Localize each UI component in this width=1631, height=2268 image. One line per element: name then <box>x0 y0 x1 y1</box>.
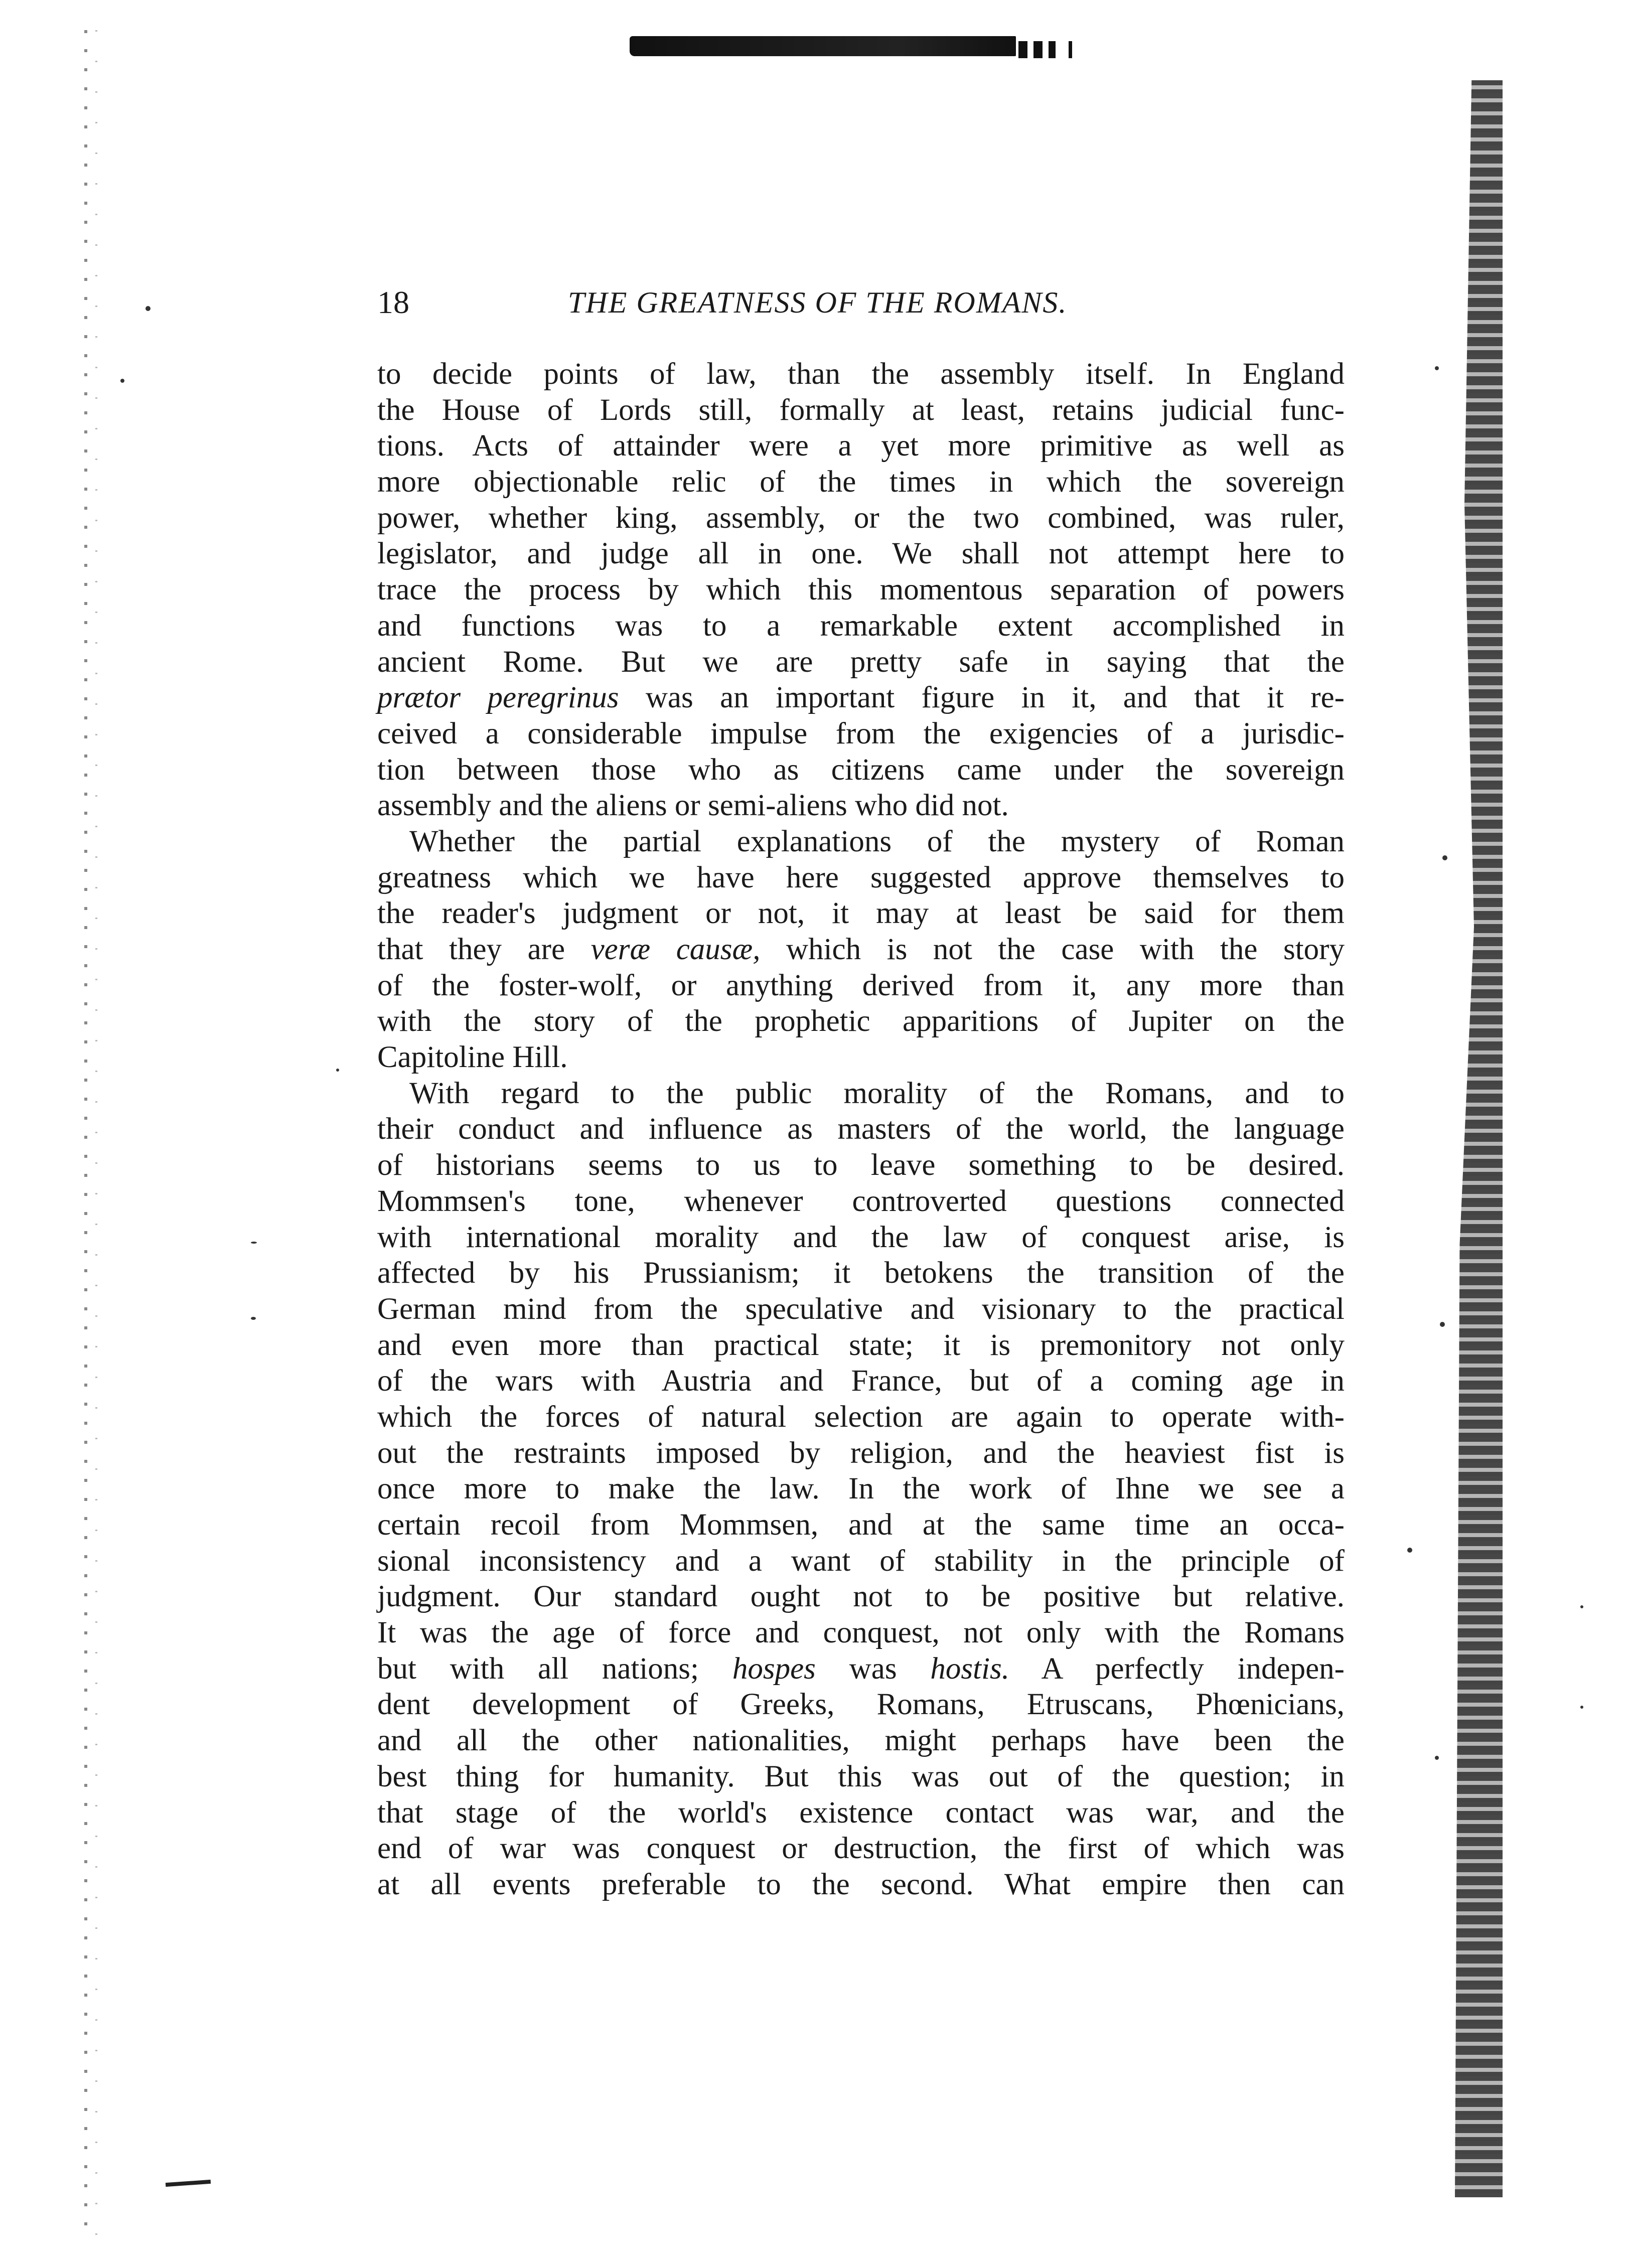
italic-run: veræ causæ, <box>590 933 761 966</box>
text-line: dent development of Greeks, Romans, Etruscans, Phœnicians, <box>377 1688 1345 1722</box>
page-header <box>377 280 1346 325</box>
text-line: the reader's judgment or not, it may at least be said for them <box>377 896 1345 931</box>
text-line: tion between those who as citizens came under the sovereign <box>377 752 1345 787</box>
text-line: which the forces of natural selection are again to operate with- <box>377 1400 1345 1434</box>
text-line: and functions was to a remarkable extent accomplished in <box>377 609 1345 643</box>
text-run: was <box>815 1651 931 1686</box>
text-line: the House of Lords still, formally at least, retains judicial func- <box>377 393 1345 427</box>
scan-dust <box>336 1069 339 1072</box>
scan-dust <box>1435 1756 1439 1760</box>
text-line: trace the process by which this momentous separation of powers <box>377 573 1345 607</box>
text-line <box>377 680 1345 716</box>
text-line: and all the other nationalities, might perhaps have been the <box>377 1724 1345 1758</box>
scan-artifact-mark <box>1069 41 1072 58</box>
text-line: of the foster-wolf, or anything derived from it, any more than <box>377 968 1345 1002</box>
scan-artifact-top-rule <box>630 36 1016 56</box>
text-line: legislator, and judge all in one. We shall not attempt here to <box>377 537 1345 571</box>
scan-dust <box>120 379 124 383</box>
text-line: Mommsen's tone, whenever controverted questions connected <box>377 1184 1345 1218</box>
text-run: but with all nations; <box>377 1651 732 1686</box>
text-line: Whether the partial explanations of the mystery of Roman <box>409 824 1345 858</box>
text-line: and even more than practical state; it is premonitory not only <box>377 1328 1345 1362</box>
text-line: ceived a considerable impulse from the exigencies of a jurisdic- <box>377 716 1345 750</box>
text-line: out the restraints imposed by religion, and the heaviest fist is <box>377 1436 1345 1470</box>
text-line: judgment. Our standard ought not to be positive but relative. <box>377 1580 1345 1614</box>
text-line: at all events preferable to the second. What empire then can <box>377 1867 1345 1901</box>
text-line: greatness which we have here suggested approve themselves to <box>377 860 1345 894</box>
text-line: to decide points of law, than the assembly itself. In England <box>377 357 1345 391</box>
text-line: tions. Acts of attainder were a yet more primitive as well as <box>377 429 1345 463</box>
body-text <box>377 356 1345 1903</box>
text-line: assembly and the aliens or semi-aliens who did not. <box>377 789 1009 823</box>
text-line: of the wars with Austria and France, but of a coming age in <box>377 1364 1345 1398</box>
text-line: With regard to the public morality of the Romans, and to <box>409 1076 1345 1110</box>
scan-dust <box>1580 1706 1583 1709</box>
text-line: their conduct and influence as masters of the world, the language <box>377 1112 1345 1146</box>
text-line: that stage of the world's existence contact was war, and the <box>377 1795 1345 1830</box>
scan-dust <box>1580 1605 1583 1608</box>
text-line: with the story of the prophetic apparitions of Jupiter on the <box>377 1004 1345 1038</box>
text-line: German mind from the speculative and visionary to the practical <box>377 1292 1345 1326</box>
text-line: once more to make the law. In the work of Ihne we see a <box>377 1472 1345 1506</box>
italic-run: hospes <box>732 1651 816 1686</box>
scan-artifact-mark <box>1018 41 1027 58</box>
scan-dust <box>1440 1322 1445 1327</box>
scan-dust <box>1442 855 1447 860</box>
scan-dust <box>251 1242 257 1244</box>
text-line: best thing for humanity. But this was out of the question; in <box>377 1759 1345 1793</box>
scan-dust <box>1407 1548 1412 1553</box>
scan-dust <box>1435 366 1439 370</box>
text-line: power, whether king, assembly, or the two combined, was ruler, <box>377 501 1345 535</box>
text-line: with international morality and the law of conquest arise, is <box>377 1220 1345 1254</box>
italic-run: prætor peregrinus <box>377 681 619 715</box>
text-line: affected by his Prussianism; it betokens the transition of the <box>377 1256 1345 1290</box>
text-line: It was the age of force and conquest, not only with the Romans <box>377 1616 1345 1650</box>
text-run: that they are <box>377 933 591 966</box>
italic-run: hostis. <box>930 1651 1010 1686</box>
text-line <box>377 1651 1345 1687</box>
text-line: more objectionable relic of the times in which the sovereign <box>377 465 1345 499</box>
page-number: 18 <box>377 284 409 320</box>
text-line: Capitoline Hill. <box>377 1040 568 1075</box>
text-run: A perfectly indepen- <box>1009 1651 1345 1686</box>
scan-artifact-left-edge <box>75 30 105 2237</box>
text-line <box>377 932 1345 968</box>
text-line: certain recoil from Mommsen, and at the same time an occa- <box>377 1508 1345 1542</box>
scan-artifact-mark <box>1049 41 1056 58</box>
text-run: which is not the case with the story <box>760 933 1345 966</box>
scan-artifact-footer-mark <box>166 2180 211 2187</box>
text-line: of historians seems to us to leave something to be desired. <box>377 1148 1345 1182</box>
running-head: THE GREATNESS OF THE ROMANS. <box>568 286 1068 319</box>
scan-dust <box>145 306 151 311</box>
scan-dust <box>251 1317 256 1320</box>
scan-artifact-mark <box>1033 41 1043 58</box>
text-line: ancient Rome. But we are pretty safe in saying that the <box>377 645 1345 679</box>
text-run: was an important figure in it, and that it re- <box>619 681 1345 715</box>
scan-artifact-right-edge <box>1455 80 1503 2197</box>
text-line: end of war was conquest or destruction, the first of which was <box>377 1832 1345 1866</box>
text-line: sional inconsistency and a want of stability in the principle of <box>377 1544 1345 1578</box>
